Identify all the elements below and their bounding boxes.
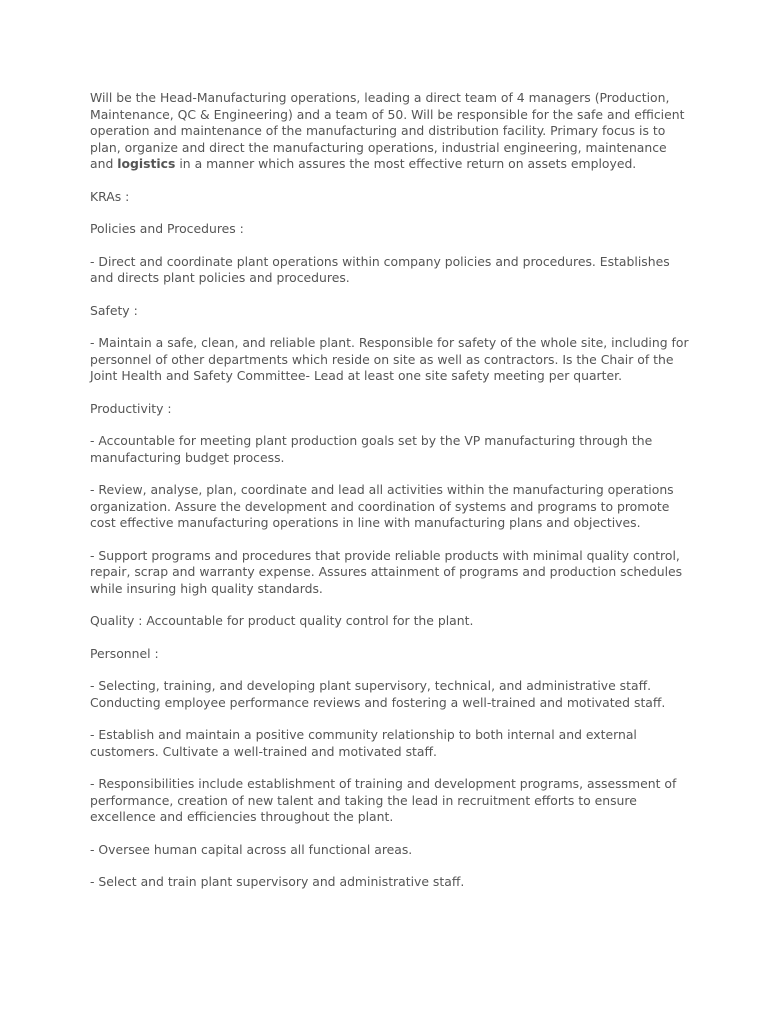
personnel-item: - Establish and maintain a positive community relationship to both internal and external customers. Cultivate a well-trained and motivated staff.: [90, 727, 637, 759]
personnel-item: - Selecting, training, and developing plant supervisory, technical, and administrative staff. Conducting employee performance reviews and fostering a well-trained and motivated staff.: [90, 678, 666, 710]
productivity-item: - Support programs and procedures that provide reliable products with minimal quality control, repair, scrap and warranty expense. Assures attainment of programs and production schedules while insuring high quality standards.: [90, 547, 683, 596]
intro-paragraph: [90, 90, 690, 173]
personnel-item: - Select and train plant supervisory and administrative staff.: [90, 874, 465, 889]
document-page: [90, 90, 690, 907]
quality-paragraph: Quality : Accountable for product quality control for the plant.: [90, 613, 474, 628]
safety-heading: Safety :: [90, 302, 138, 318]
safety-item: - Maintain a safe, clean, and reliable plant. Responsible for safety of the whole site, including for personnel of other departments which reside on site as well as contractors. Is the Chair of the Joint Health and Safety Committee- Lead at least one site safety meeting per quarter.: [90, 335, 689, 383]
personnel-heading: Personnel :: [90, 645, 159, 661]
personnel-item: - Oversee human capital across all functional areas.: [90, 841, 413, 857]
kras-heading: KRAs :: [90, 188, 130, 204]
personnel-item: - Responsibilities include establishment of training and development programs, assessment of performance, creation of new talent and taking the lead in recruitment efforts to ensure excellence and efficiencies throughout the plant.: [90, 776, 677, 824]
policies-heading: Policies and Procedures :: [90, 221, 244, 236]
intro-text-part2: in a manner which assures the most effective return on assets employed.: [175, 156, 637, 171]
productivity-heading: Productivity :: [90, 400, 172, 416]
productivity-item: - Accountable for meeting plant production goals set by the VP manufacturing through the manufacturing budget process.: [90, 433, 653, 465]
policies-item: - Direct and coordinate plant operations within company policies and procedures. Establishes and directs plant policies and procedures.: [90, 253, 670, 285]
productivity-item: - Review, analyse, plan, coordinate and lead all activities within the manufacturing operations organization. Assure the development and coordination of systems and programs to promote cost effective manufacturing operations in line with manufacturing plans and objectives.: [90, 482, 674, 530]
intro-text-part1: Will be the Head-Manufacturing operations, leading a direct team of 4 managers (Production, Maintenance, QC & Engineering) and a team of 50. Will be responsible for the safe and efficient operation and maintenance of the manufacturing and distribution facility. Primary focus is to plan, organize and direct the manufacturing operations, industrial engineering, maintenance and: [90, 90, 685, 171]
intro-bold-term: logistics: [117, 156, 176, 171]
